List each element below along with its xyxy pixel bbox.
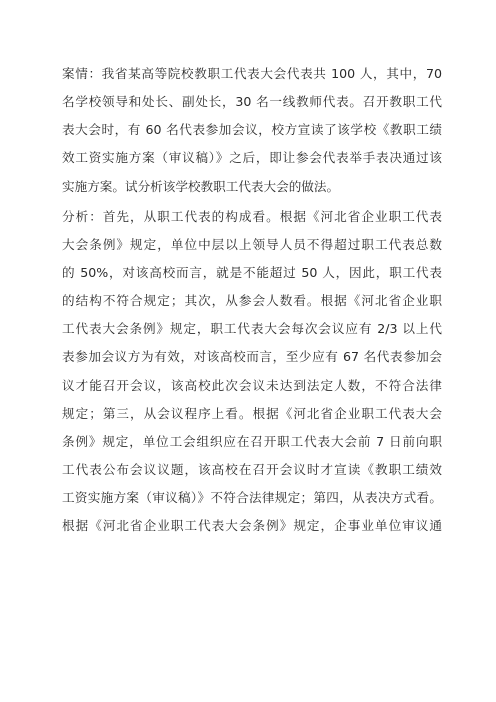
case-paragraph	[62, 60, 442, 201]
text-line: 工代表大会条例》规定，职工代表大会每次会议应有 2/3 以上代	[62, 321, 442, 337]
document-body	[62, 60, 442, 540]
text-line: 规定；第三，从会议程序上看。根据《河北省企业职工代表大会	[62, 405, 442, 421]
text-line: 表大会时，有 60 名代表参加会议，校方宣读了该学校《教职工绩	[62, 122, 442, 138]
text-line: 名学校领导和处长、副处长，30 名一线教师代表。召开教职工代	[62, 94, 442, 110]
text-line: 效工资实施方案（审议稿）》之后，即让参会代表举手表决通过该	[62, 150, 442, 166]
text-line: 大会条例》规定，单位中层以上领导人员不得超过职工代表总数	[62, 236, 442, 252]
text-line: 根据《河北省企业职工代表大会条例》规定，企事业单位审议通	[62, 518, 442, 534]
text-line: 工资实施方案（审议稿）》不符合法律规定；第四，从表决方式看。	[62, 490, 442, 506]
analysis-paragraph	[62, 203, 442, 541]
text-line: 工代表公布会议议题，该高校在召开会议时才宣读《教职工绩效	[62, 461, 442, 477]
text-line: 案情：我省某高等院校教职工代表大会代表共 100 人，其中，70	[62, 66, 442, 81]
text-line: 的结构不符合规定；其次，从参会人数看。根据《河北省企业职	[62, 293, 442, 309]
text-line: 议才能召开会议，该高校此次会议未达到法定人数，不符合法律	[62, 377, 442, 393]
text-line: 实施方案。试分析该学校教职工代表大会的做法。	[62, 178, 340, 194]
text-line: 的 50%，对该高校而言，就是不能超过 50 人，因此，职工代表	[62, 264, 442, 280]
text-line: 条例》规定，单位工会组织应在召开职工代表大会前 7 日前向职	[62, 433, 442, 449]
text-line: 表参加会议方为有效，对该高校而言，至少应有 67 名代表参加会	[62, 349, 442, 365]
text-line: 分析：首先，从职工代表的构成看。根据《河北省企业职工代表	[62, 208, 442, 224]
